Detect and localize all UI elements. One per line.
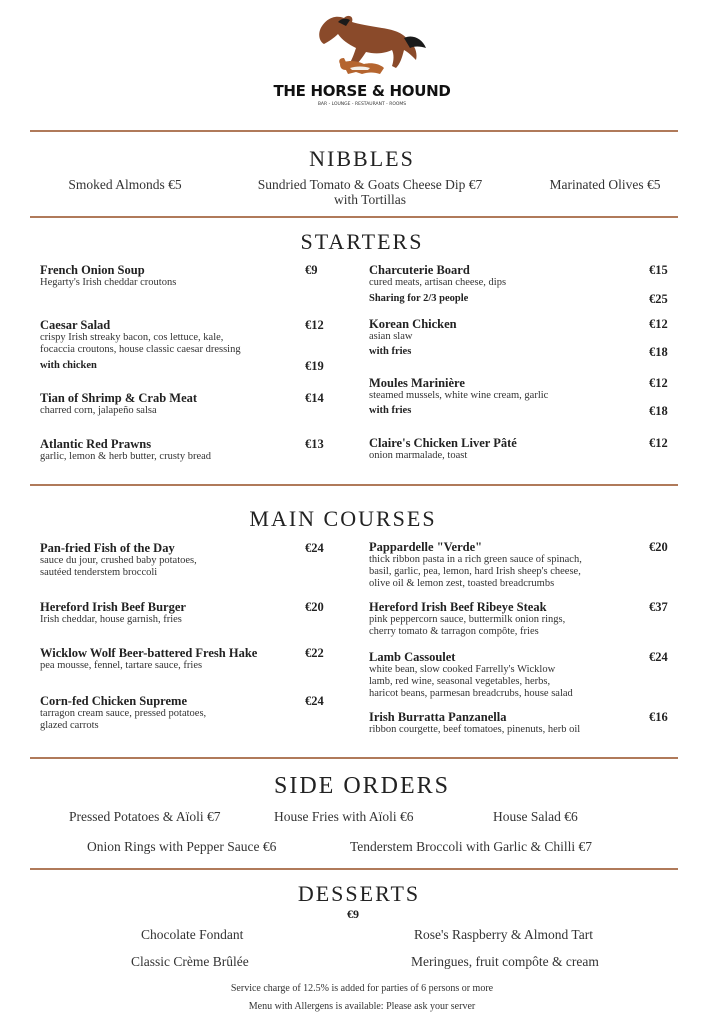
dish-name: Pappardelle "Verde": [369, 540, 483, 554]
dish-description: sauce du jour, crushed baby potatoes,: [40, 555, 197, 566]
divider: [30, 216, 678, 218]
dish-price: €12: [649, 376, 668, 390]
menu-item: [40, 318, 305, 356]
menu-item: [40, 437, 305, 463]
dessert-item: Chocolate Fondant: [141, 927, 244, 942]
divider: [30, 130, 678, 132]
horse-and-hound-illustration: [300, 8, 430, 80]
dish-name: Irish Burratta Panzanella: [369, 710, 507, 724]
dish-description: focaccia croutons, house classic caesar dressing: [40, 344, 241, 355]
dish-name: Caesar Salad: [40, 318, 111, 332]
nibble-item: [220, 177, 520, 207]
dish-name: Hereford Irish Beef Ribeye Steak: [369, 600, 547, 614]
desserts-price: €9: [347, 907, 359, 921]
dish-price: €24: [305, 694, 324, 708]
dish-price: €12: [649, 436, 668, 450]
dish-description: crispy Irish streaky bacon, cos lettuce, kale,: [40, 332, 224, 343]
dessert-item: Classic Crème Brûlée: [131, 954, 249, 969]
side-item: Onion Rings with Pepper Sauce €6: [87, 839, 277, 854]
dish-name: Wicklow Wolf Beer-battered Fresh Hake: [40, 646, 258, 660]
menu-item: [40, 391, 305, 417]
logo: [300, 8, 430, 80]
side-item: House Salad €6: [493, 809, 578, 824]
nibble-item: [525, 177, 685, 193]
divider: [30, 757, 678, 759]
dish-price: €20: [305, 600, 324, 614]
nibble-text: Marinated Olives €5: [549, 177, 661, 192]
brand-name: THE HORSE & HOUND: [273, 82, 451, 100]
dish-name: Atlantic Red Prawns: [40, 437, 152, 451]
menu-item: [40, 600, 305, 626]
dish-option: with fries: [369, 405, 412, 416]
dish-price: €12: [305, 318, 324, 332]
dish-price: €22: [305, 646, 324, 660]
dish-name: Korean Chicken: [369, 317, 457, 331]
dish-price: €13: [305, 437, 324, 451]
menu-item: [369, 600, 644, 638]
dish-description: haricot beans, parmesan breadcrubs, house salad: [369, 688, 573, 699]
dish-name: Claire's Chicken Liver Pâté: [369, 436, 517, 450]
nibbles-title: NIBBLES: [309, 146, 415, 171]
dish-price: €9: [305, 263, 318, 277]
option-price: €18: [649, 345, 668, 359]
dish-description: ribbon courgette, beef tomatoes, pinenuts, herb oil: [369, 724, 581, 735]
menu-item: [40, 541, 305, 579]
menu-item: [40, 694, 305, 732]
dish-price: €15: [649, 263, 668, 277]
dish-description: pink peppercorn sauce, buttermilk onion rings,: [369, 614, 566, 625]
dish-price: €14: [305, 391, 324, 405]
dish-price: €37: [649, 600, 668, 614]
dish-name: Moules Marinière: [369, 376, 465, 390]
dish-description: white bean, slow cooked Farrelly's Wicklow: [369, 664, 556, 675]
divider: [30, 868, 678, 870]
menu-item: [369, 540, 644, 590]
menu-item: [369, 710, 644, 736]
dish-name: French Onion Soup: [40, 263, 145, 277]
dish-price: €24: [305, 541, 324, 555]
starters-title: STARTERS: [300, 229, 424, 254]
dish-option: with fries: [369, 346, 412, 357]
dish-description: garlic, lemon & herb butter, crusty bread: [40, 451, 212, 462]
dish-description: charred corn, jalapeño salsa: [40, 405, 157, 416]
dish-description: tarragon cream sauce, pressed potatoes,: [40, 708, 207, 719]
dessert-item: Rose's Raspberry & Almond Tart: [414, 927, 593, 942]
option-price: €18: [649, 404, 668, 418]
dish-name: Tian of Shrimp & Crab Meat: [40, 391, 198, 405]
desserts-title: DESSERTS: [297, 881, 421, 906]
dish-description: glazed carrots: [40, 720, 99, 731]
nibble-item: [40, 177, 210, 193]
dish-price: €20: [649, 540, 668, 554]
dish-name: Pan-fried Fish of the Day: [40, 541, 175, 555]
dish-description: asian slaw: [369, 331, 413, 342]
dish-description: pea mousse, fennel, tartare sauce, fries: [40, 660, 203, 671]
nibble-text: Smoked Almonds €5: [68, 177, 182, 192]
dish-name: Lamb Cassoulet: [369, 650, 456, 664]
menu-item: [369, 650, 644, 700]
dish-name: Charcuterie Board: [369, 263, 470, 277]
dish-name: Corn-fed Chicken Supreme: [40, 694, 187, 708]
dish-description: sautéed tenderstem broccoli: [40, 567, 158, 578]
dish-description: Hegarty's Irish cheddar croutons: [40, 277, 177, 288]
dish-description: Irish cheddar, house garnish, fries: [40, 614, 182, 625]
divider: [30, 484, 678, 486]
dish-description: cherry tomato & tarragon compôte, fries: [369, 626, 539, 637]
dish-price: €24: [649, 650, 668, 664]
dish-description: olive oil & lemon zest, toasted breadcrumbs: [369, 578, 555, 589]
side-item: Pressed Potatoes & Aïoli €7: [69, 809, 221, 824]
dish-price: €12: [649, 317, 668, 331]
side-item: Tenderstem Broccoli with Garlic & Chilli €7: [350, 839, 593, 854]
dish-description: onion marmalade, toast: [369, 450, 468, 461]
menu-item: [40, 646, 305, 672]
nibble-text: with Tortillas: [334, 192, 406, 207]
dessert-item: Meringues, fruit compôte & cream: [411, 954, 599, 969]
dish-description: basil, garlic, pea, lemon, hard Irish sheep's cheese,: [369, 566, 581, 577]
allergen-note: Menu with Allergens is available: Please ask your server: [248, 1001, 476, 1012]
dish-description: lamb, red wine, seasonal vegetables, herbs,: [369, 676, 551, 687]
menu-item: [369, 376, 639, 402]
menu-item: [369, 436, 639, 462]
menu-item: [369, 317, 639, 343]
menu-item: [369, 263, 639, 289]
menu-item: [40, 263, 305, 289]
dish-description: steamed mussels, white wine cream, garlic: [369, 390, 549, 401]
dish-description: thick ribbon pasta in a rich green sauce of spinach,: [369, 554, 582, 565]
dish-option: Sharing for 2/3 people: [369, 293, 469, 304]
dish-price: €16: [649, 710, 668, 724]
side-orders-title: SIDE ORDERS: [273, 773, 451, 799]
main-courses-title: MAIN COURSES: [249, 506, 437, 531]
service-charge-note: Service charge of 12.5% is added for parties of 6 persons or more: [230, 983, 494, 994]
side-item: House Fries with Aïoli €6: [274, 809, 414, 824]
nibble-text: Sundried Tomato & Goats Cheese Dip €7: [257, 177, 483, 192]
dish-name: Hereford Irish Beef Burger: [40, 600, 186, 614]
brand-tagline: BAR - LOUNGE - RESTAURANT - ROOMS: [317, 102, 407, 107]
dish-description: cured meats, artisan cheese, dips: [369, 277, 507, 288]
option-price: €25: [649, 292, 668, 306]
dish-option: with chicken: [40, 360, 97, 371]
option-price: €19: [305, 359, 324, 373]
